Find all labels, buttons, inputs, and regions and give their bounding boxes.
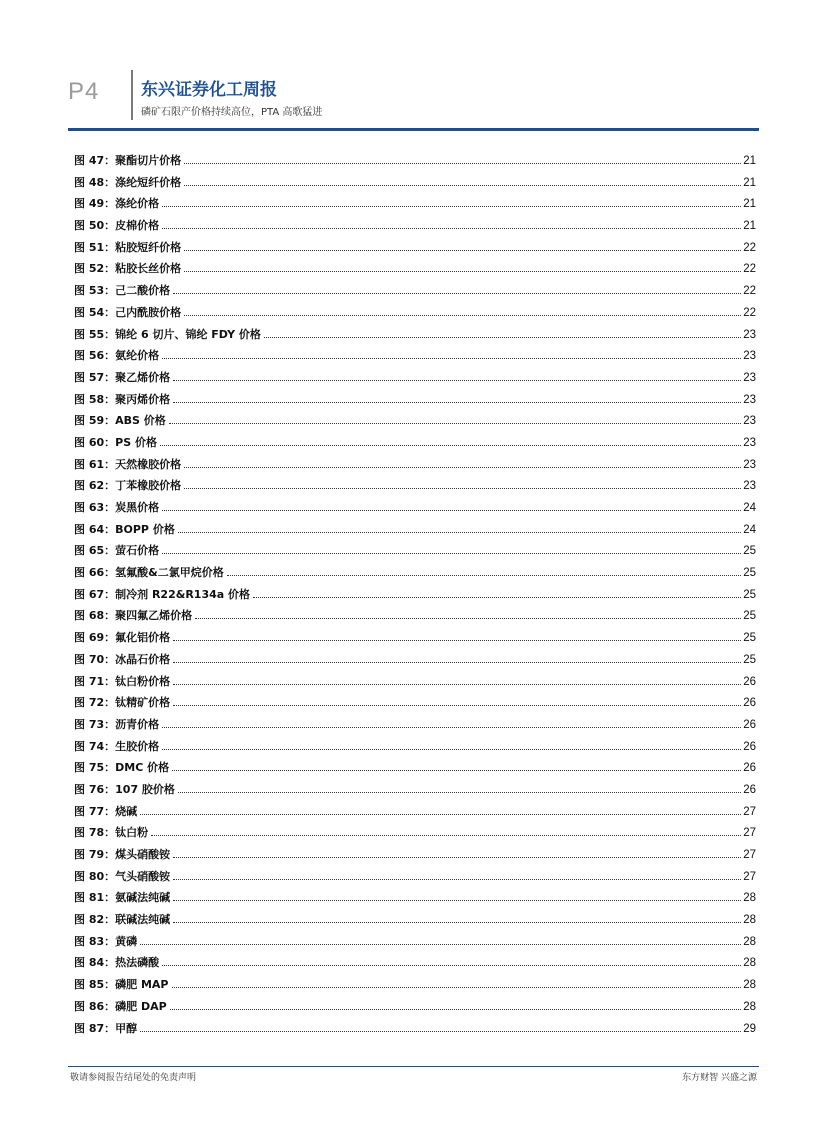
toc-entry-label: 图 52：粘胶长丝价格 [74,262,182,276]
toc-entry[interactable] [74,432,756,454]
toc-entry-label: 图 87：甲醇 [74,1021,138,1035]
toc-entry-page: 25 [743,545,756,558]
toc-entry-page: 23 [743,371,756,384]
toc-entry-page: 24 [743,523,756,536]
toc-entry-page: 25 [743,632,756,645]
toc-dot-leader [140,931,741,945]
toc-entry-label: 图 66：氢氟酸&二氯甲烷价格 [74,566,224,580]
toc-entry-label: 图 64：BOPP 价格 [74,522,175,536]
toc-entry-label: 图 59：ABS 价格 [74,414,166,428]
toc-dot-leader [172,757,741,771]
toc-entry-label: 图 62：丁苯橡胶价格 [74,479,182,493]
toc-entry-page: 23 [743,393,756,406]
toc-entry-page: 28 [743,979,756,992]
toc-entry-label: 图 54：己内酰胺价格 [74,305,182,319]
toc-entry-page: 26 [743,740,756,753]
toc-entry-label: 图 53：己二酸价格 [74,284,171,298]
toc-entry-label: 图 47：聚酯切片价格 [74,154,182,167]
toc-dot-leader [173,844,741,858]
toc-dot-leader [162,215,741,229]
toc-entry[interactable] [74,519,756,541]
toc-entry[interactable] [74,974,756,996]
toc-entry-page: 28 [743,914,756,927]
toc-entry-page: 25 [743,610,756,623]
figure-index-list [74,150,756,1039]
toc-entry-label: 图 82：联碱法纯碱 [74,913,171,927]
toc-entry-label: 图 85：磷肥 MAP [74,978,169,992]
toc-entry[interactable] [74,801,756,823]
toc-entry[interactable] [74,562,756,584]
toc-entry[interactable] [74,887,756,909]
toc-entry-label: 图 56：氨纶价格 [74,349,160,363]
toc-entry-page: 21 [743,220,756,233]
toc-entry[interactable] [74,150,756,172]
toc-dot-leader [264,324,741,338]
toc-entry[interactable] [74,1018,756,1040]
toc-entry-page: 28 [743,1000,756,1013]
toc-entry-page: 26 [743,697,756,710]
toc-entry-page: 27 [743,849,756,861]
toc-entry-label: 图 83：黄磷 [74,934,138,948]
header-divider [131,70,133,120]
toc-dot-leader [178,779,741,793]
toc-entry-label: 图 55：锦纶 6 切片、锦纶 FDY 价格 [74,327,261,341]
toc-dot-leader [169,410,741,424]
toc-dot-leader [173,649,741,663]
toc-dot-leader [184,454,741,468]
toc-entry-page: 22 [743,285,756,298]
toc-entry-page: 25 [743,588,756,601]
toc-entry-page: 25 [743,653,756,666]
toc-entry[interactable] [74,345,756,367]
toc-dot-leader [184,302,741,316]
header-rule [68,128,759,131]
toc-entry[interactable] [74,367,756,389]
toc-entry-label: 图 84：热法磷酸 [74,956,160,970]
toc-dot-leader [151,822,741,836]
toc-entry-label: 图 68：聚四氟乙烯价格 [74,609,193,623]
toc-entry[interactable] [74,497,756,519]
toc-entry-label: 图 78：钛白粉 [74,826,149,840]
toc-dot-leader [173,280,741,294]
toc-entry[interactable] [74,779,756,801]
toc-entry-page: 27 [743,870,756,883]
toc-entry-page: 29 [743,1022,756,1035]
toc-dot-leader [184,258,741,272]
toc-entry-label: 图 49：涤纶价格 [74,197,160,211]
toc-dot-leader [178,519,741,533]
toc-entry[interactable] [74,714,756,736]
toc-dot-leader [184,150,741,164]
toc-entry[interactable] [74,540,756,562]
toc-entry[interactable] [74,671,756,693]
toc-entry[interactable] [74,258,756,280]
toc-dot-leader [162,345,741,359]
toc-entry[interactable] [74,237,756,259]
toc-entry[interactable] [74,736,756,758]
toc-entry-page: 28 [743,957,756,970]
toc-entry-label: 图 50：皮棉价格 [74,219,160,233]
toc-entry-page: 21 [743,198,756,211]
toc-dot-leader [162,540,741,554]
toc-entry-label: 图 69：氟化铝价格 [74,631,171,645]
toc-entry[interactable] [74,389,756,411]
toc-entry-page: 23 [743,350,756,363]
toc-entry-label: 图 80：气头硝酸铵 [74,869,171,883]
toc-entry[interactable] [74,866,756,888]
toc-entry[interactable] [74,627,756,649]
toc-entry-page: 23 [743,415,756,428]
toc-entry-label: 图 72：钛精矿价格 [74,696,171,710]
toc-entry-label: 图 77：烧碱 [74,804,138,818]
toc-dot-leader [162,497,741,511]
toc-entry-page: 23 [743,328,756,341]
toc-dot-leader [173,367,741,381]
toc-entry-page: 25 [743,567,756,580]
toc-entry-label: 图 81：氨碱法纯碱 [74,891,171,905]
toc-dot-leader [173,692,741,706]
toc-entry[interactable] [74,757,756,779]
toc-entry-label: 图 70：冰晶石价格 [74,652,171,666]
toc-entry-page: 23 [743,480,756,493]
toc-entry-page: 22 [743,241,756,254]
toc-dot-leader [173,671,741,685]
toc-dot-leader [173,909,741,923]
toc-entry-label: 图 67：制冷剂 R22&R134a 价格 [74,587,251,601]
toc-entry[interactable] [74,605,756,627]
toc-entry[interactable] [74,692,756,714]
toc-entry-page: 22 [743,263,756,276]
toc-entry[interactable] [74,324,756,346]
toc-entry[interactable] [74,172,756,194]
toc-entry-label: 图 75：DMC 价格 [74,761,170,775]
toc-entry-label: 图 60：PS 价格 [74,435,157,449]
toc-entry-label: 图 57：聚乙烯价格 [74,370,171,384]
toc-entry-label: 图 63：炭黑价格 [74,501,160,514]
toc-dot-leader [253,584,741,598]
toc-entry-page: 27 [743,805,756,818]
toc-entry-label: 图 65：萤石价格 [74,544,160,558]
toc-entry-page: 21 [743,155,756,167]
toc-entry[interactable] [74,584,756,606]
toc-dot-leader [162,193,741,207]
toc-entry[interactable] [74,215,756,237]
toc-entry-page: 24 [743,502,756,514]
toc-dot-leader [173,389,741,403]
report-title: 东兴证券化工周报 [141,80,277,100]
toc-dot-leader [227,562,741,576]
toc-entry-page: 22 [743,306,756,319]
toc-entry-page: 23 [743,436,756,449]
toc-entry[interactable] [74,193,756,215]
toc-entry-page: 26 [743,762,756,775]
toc-entry[interactable] [74,302,756,324]
toc-entry[interactable] [74,952,756,974]
toc-entry-page: 26 [743,675,756,688]
toc-entry[interactable] [74,844,756,866]
page-number: P4 [68,78,100,105]
toc-entry-page: 26 [743,783,756,796]
toc-entry[interactable] [74,410,756,432]
toc-entry[interactable] [74,454,756,476]
toc-dot-leader [162,952,741,966]
footer-rule [68,1066,759,1067]
toc-entry-label: 图 71：钛白粉价格 [74,674,171,688]
toc-entry[interactable] [74,280,756,302]
toc-dot-leader [173,866,741,880]
toc-dot-leader [173,627,741,641]
toc-entry[interactable] [74,996,756,1018]
footer-slogan: 东方财智 兴盛之源 [682,1073,757,1083]
toc-dot-leader [173,887,741,901]
toc-entry[interactable] [74,649,756,671]
toc-entry-page: 27 [743,827,756,840]
toc-dot-leader [140,801,741,815]
toc-dot-leader [170,996,742,1010]
toc-entry-page: 26 [743,718,756,731]
toc-entry-label: 图 61：天然橡胶价格 [74,457,182,471]
toc-dot-leader [162,714,741,728]
toc-entry-label: 图 51：粘胶短纤价格 [74,240,182,254]
toc-entry[interactable] [74,822,756,844]
toc-dot-leader [195,605,741,619]
toc-entry[interactable] [74,931,756,953]
toc-entry-label: 图 79：煤头硝酸铵 [74,848,171,861]
toc-dot-leader [184,475,741,489]
toc-entry-page: 28 [743,892,756,905]
footer-disclaimer: 敬请参阅报告结尾处的免责声明 [70,1073,197,1083]
toc-entry-page: 28 [743,935,756,948]
toc-dot-leader [160,432,741,446]
toc-entry-label: 图 73：沥青价格 [74,717,160,731]
toc-dot-leader [184,172,741,186]
toc-entry-page: 23 [743,458,756,471]
toc-entry-label: 图 86：磷肥 DAP [74,999,167,1013]
toc-entry-label: 图 58：聚丙烯价格 [74,392,171,406]
toc-dot-leader [172,974,742,988]
toc-entry-label: 图 76：107 胶价格 [74,782,175,796]
toc-dot-leader [140,1018,741,1032]
report-subtitle: 磷矿石限产价格持续高位，PTA 高歌猛进 [141,107,323,118]
toc-dot-leader [162,736,741,750]
toc-entry[interactable] [74,475,756,497]
toc-dot-leader [184,237,741,251]
toc-entry[interactable] [74,909,756,931]
toc-entry-label: 图 74：生胶价格 [74,739,160,753]
toc-entry-page: 21 [743,176,756,189]
toc-entry-label: 图 48：涤纶短纤价格 [74,175,182,189]
